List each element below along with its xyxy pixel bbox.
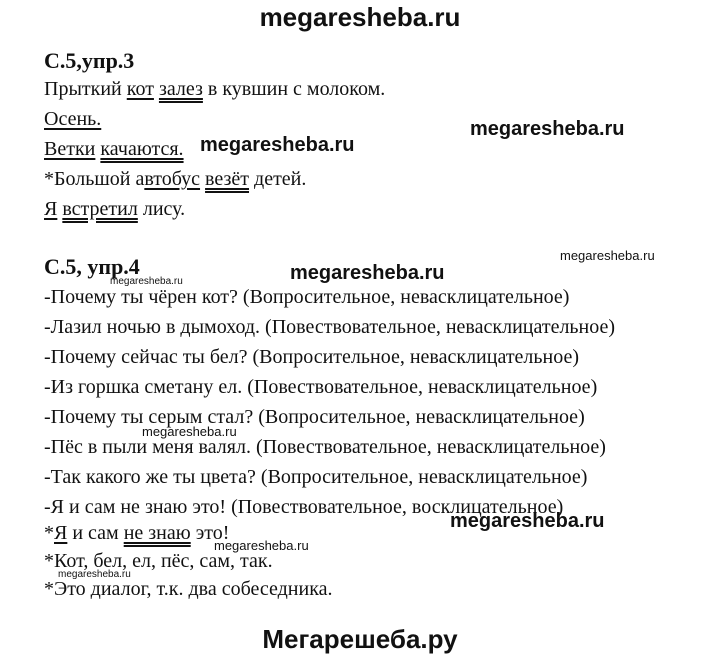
ex4-parse-rest: это! bbox=[190, 522, 230, 544]
watermark-mid-center: megaresheba.ru bbox=[290, 262, 445, 284]
ex4-line-4: -Из горшка сметану ел. (Повествовательное, невасклицательное) bbox=[44, 376, 598, 398]
ex3-s4-subj-a: а bbox=[135, 168, 145, 190]
ex4-parse bbox=[44, 522, 229, 545]
ex3-s3-predicate: качаются. bbox=[100, 138, 184, 160]
watermark-tiny-left: megaresheba.ru bbox=[58, 569, 131, 580]
watermark-lower-right: megaresheba.ru bbox=[450, 510, 605, 532]
watermark-small-mid: megaresheba.ru bbox=[142, 424, 237, 439]
ex3-sentence-1 bbox=[44, 78, 385, 101]
ex4-line-6: -Пёс в пыли меня валял. (Повествовательное, невасклицательное) bbox=[44, 436, 606, 458]
ex3-s4-predicate: везёт bbox=[205, 168, 250, 190]
ex4-line-7: -Так какого же ты цвета? (Вопросительное, невасклицательное) bbox=[44, 466, 588, 488]
watermark-inline-ex3: megaresheba.ru bbox=[200, 134, 355, 156]
ex4-line-8: -Я и сам не знаю это! (Повествовательное, восклицательное) bbox=[44, 496, 564, 518]
ex3-sentence-4 bbox=[44, 168, 306, 191]
ex3-s5-rest: лису. bbox=[137, 198, 186, 220]
ex3-s1-attr: Прыткий bbox=[44, 78, 127, 100]
ex3-s1-predicate: залез bbox=[158, 78, 203, 100]
ex3-s4-subject: втобус bbox=[144, 168, 201, 190]
watermark-top: megaresheba.ru bbox=[259, 2, 461, 32]
watermark-mid-right: megaresheba.ru bbox=[470, 118, 625, 140]
watermark-bottom: Мегарешеба.ру bbox=[262, 624, 458, 654]
ex4-line-1: -Почему ты чёрен кот? (Вопросительное, невасклицательное) bbox=[44, 286, 570, 308]
ex3-s1-subject: кот bbox=[126, 78, 154, 100]
ex3-s4-pre: *Большой bbox=[44, 168, 136, 190]
ex3-sentence-5 bbox=[44, 198, 185, 221]
ex4-dialog: *Это диалог, т.к. два собеседника. bbox=[44, 578, 333, 600]
watermark-small-right: megaresheba.ru bbox=[560, 248, 655, 263]
ex4-line-3: -Почему сейчас ты бел? (Вопросительное, невасклицательное) bbox=[44, 346, 580, 368]
ex4-line-5: -Почему ты серым стал? (Вопросительное, невасклицательное) bbox=[44, 406, 585, 428]
ex3-sentence-3 bbox=[44, 138, 184, 161]
watermark-small-left: megaresheba.ru bbox=[110, 276, 183, 287]
ex3-s4-rest: детей. bbox=[249, 168, 307, 190]
watermark-small-center: megaresheba.ru bbox=[214, 538, 309, 553]
ex3-s2-word: Осень. bbox=[44, 108, 102, 130]
ex3-s3-subject: Ветки bbox=[44, 138, 96, 160]
ex4-parse-star: * bbox=[44, 522, 54, 544]
ex3-s1-rest: в кувшин с молоком. bbox=[202, 78, 386, 100]
ex3-sentence-2 bbox=[44, 108, 101, 131]
ex4-heading: С.5, упр.4 bbox=[44, 254, 140, 279]
ex3-s5-subject: Я bbox=[44, 198, 58, 220]
ex4-line-2: -Лазил ночью в дымоход. (Повествовательное, невасклицательное) bbox=[44, 316, 616, 338]
ex3-heading: С.5,упр.3 bbox=[44, 48, 135, 73]
ex4-parse-mid: и сам bbox=[67, 522, 124, 544]
ex3-s5-predicate: встретил bbox=[62, 198, 138, 220]
ex4-parse-subject: Я bbox=[54, 522, 68, 544]
ex4-words: *Кот, бел, ел, пёс, сам, так. bbox=[44, 550, 273, 572]
ex4-parse-predicate: не знаю bbox=[123, 522, 191, 544]
